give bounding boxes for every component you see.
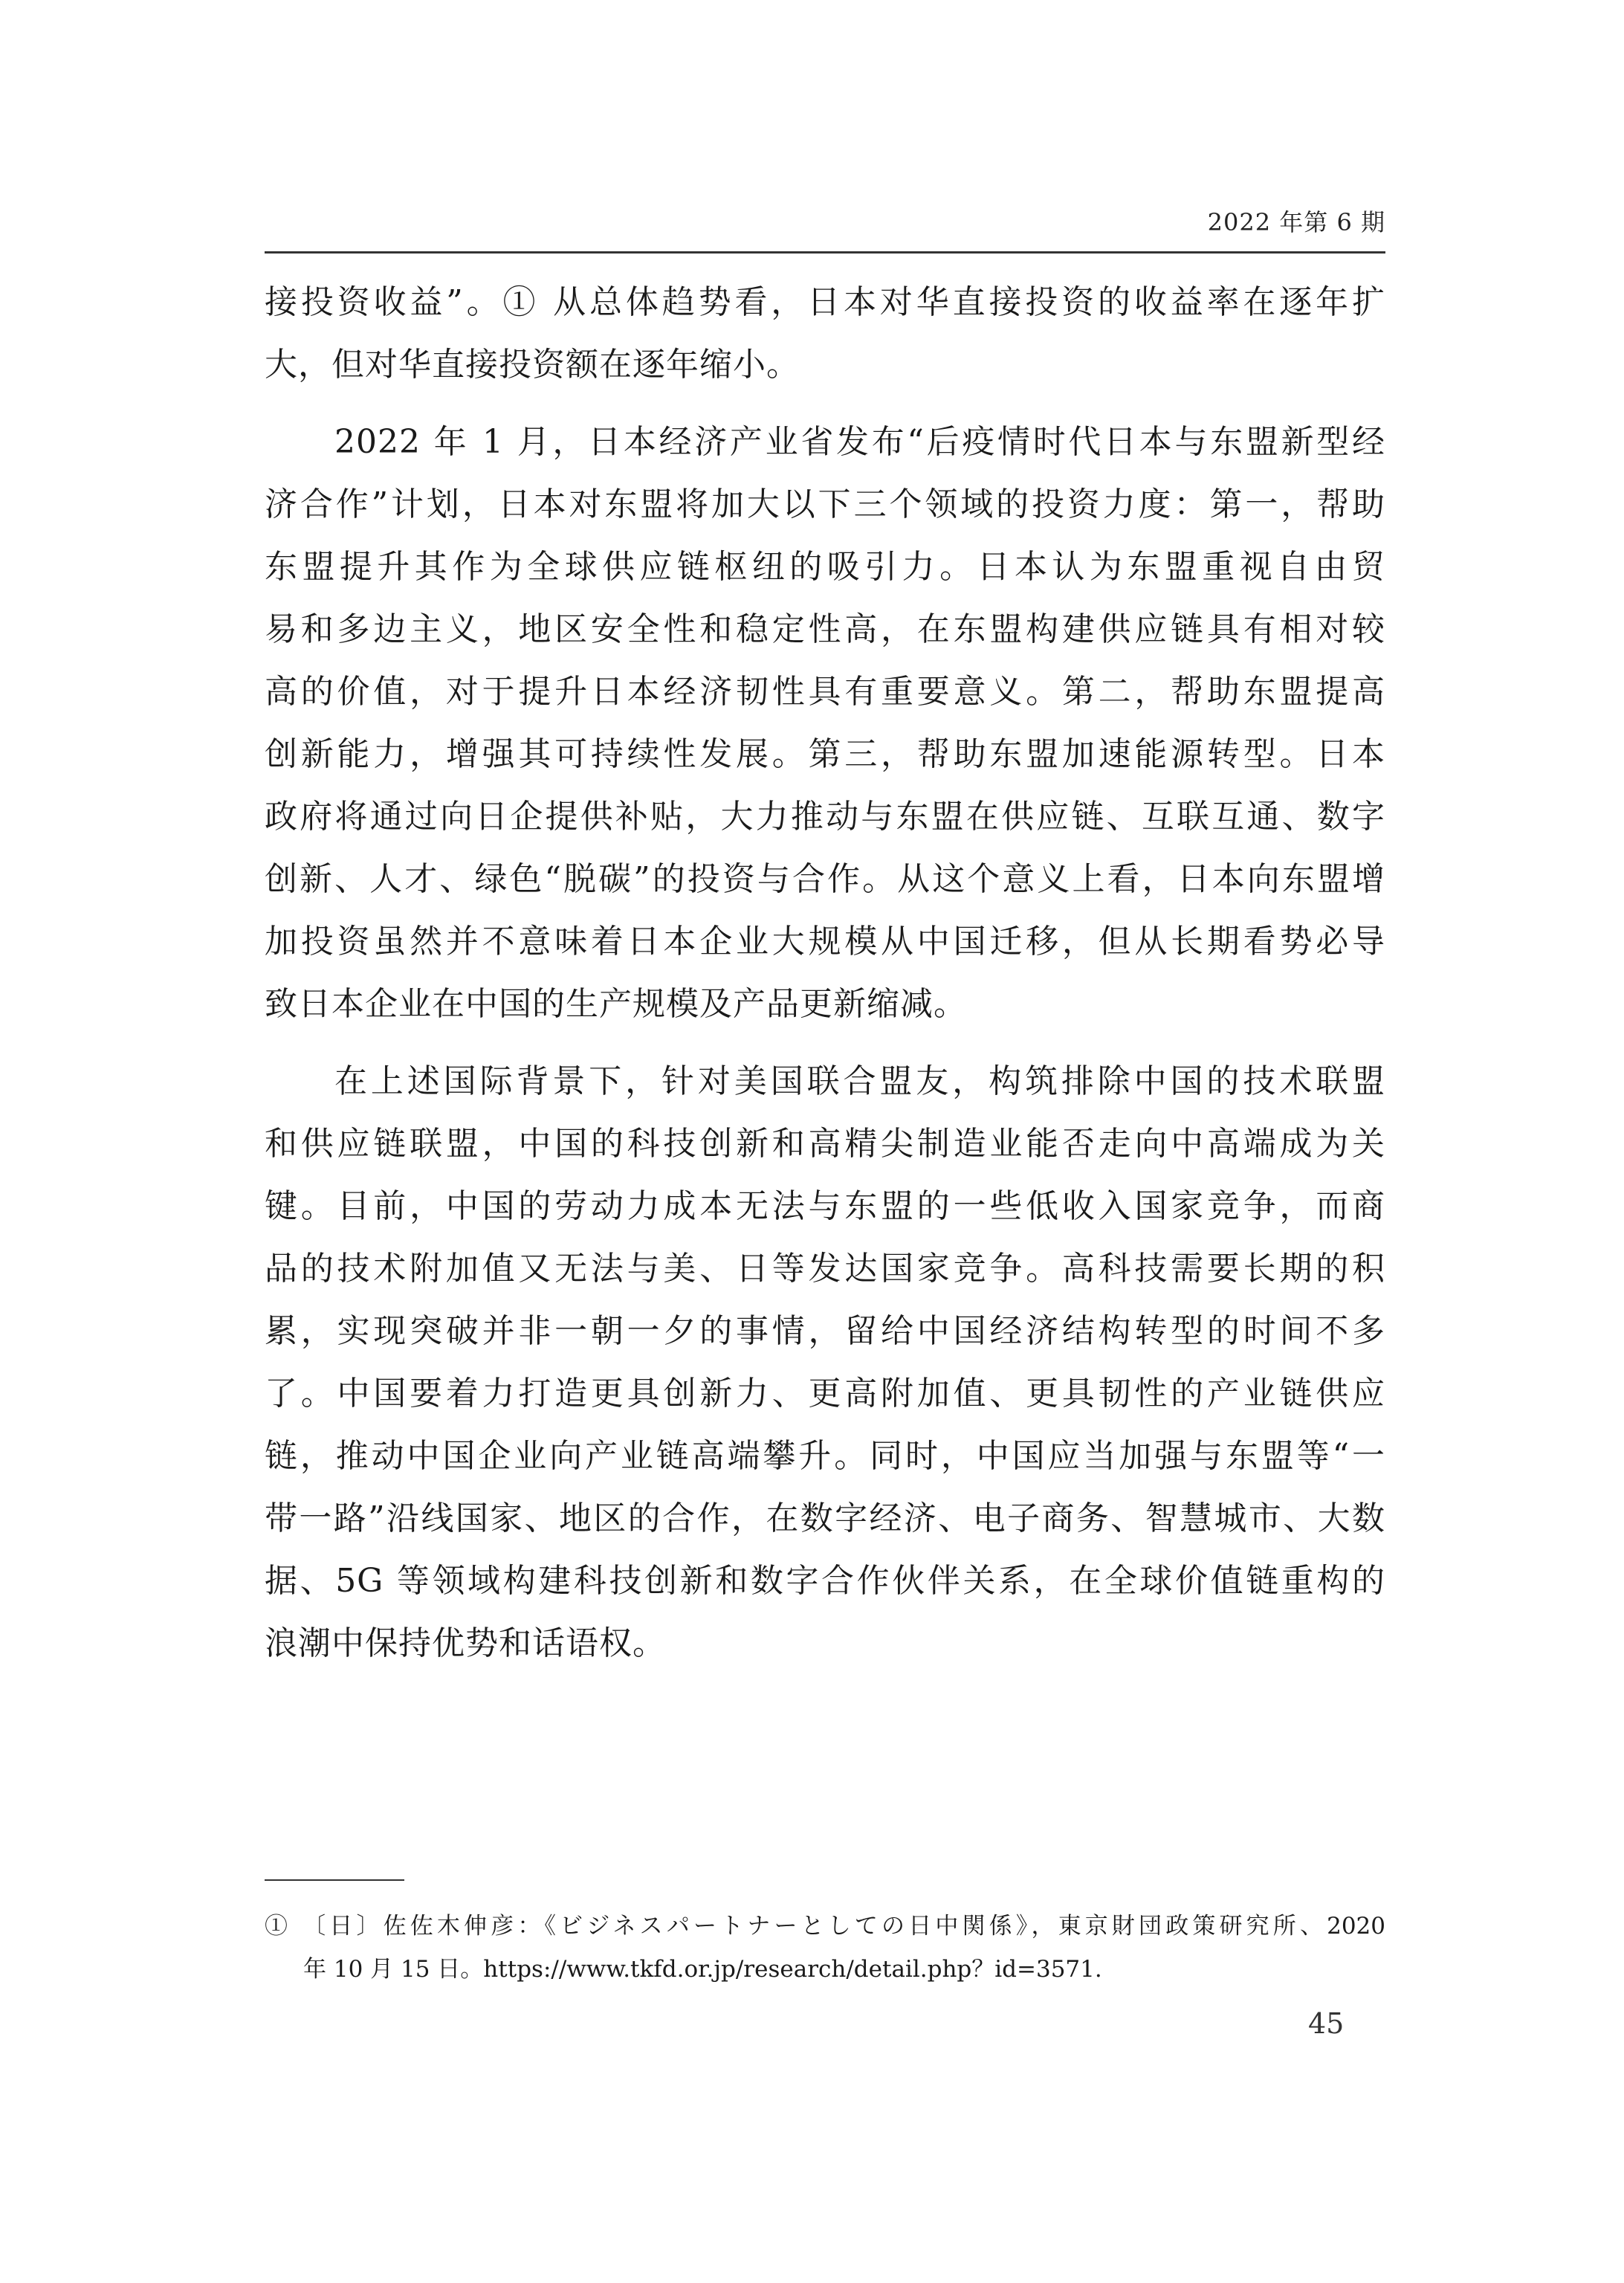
text-line: 链，推动中国企业向产业链高端攀升。同时，中国应当加强与东盟等“一 [265, 1437, 1385, 1475]
footnote [265, 1905, 1385, 1991]
text-line: 据、5G 等领域构建科技创新和数字合作伙伴关系，在全球价值链重构的 [265, 1562, 1385, 1600]
text-line: 大，但对华直接投资额在逐年缩小。 [265, 346, 800, 384]
text-line: 东盟提升其作为全球供应链枢纽的吸引力。日本认为东盟重视自由贸 [265, 548, 1385, 586]
text-line: 带一路”沿线国家、地区的合作，在数字经济、电子商务、智慧城市、大数 [265, 1499, 1385, 1537]
footnote-line: 年 10 月 15 日。https://www.tkfd.or.jp/research/detail.php？id=3571. [303, 1956, 1102, 1983]
text-line: 致日本企业在中国的生产规模及产品更新缩减。 [265, 985, 967, 1023]
footnote-line: ① 〔日〕佐佐木伸彦：《ビジネスパートナーとしての日中関係》，東京財団政策研究所、2020 [265, 1913, 1385, 1940]
text-line: 创新能力，增强其可持续性发展。第三，帮助东盟加速能源转型。日本 [265, 735, 1385, 773]
text-line: 高的价值，对于提升日本经济韧性具有重要意义。第二，帮助东盟提高 [265, 673, 1385, 711]
text-line: 政府将通过向日企提供补贴，大力推动与东盟在供应链、互联互通、数字 [265, 798, 1385, 836]
text-line: 了。中国要着力打造更具创新力、更高附加值、更具韧性的产业链供应 [265, 1375, 1385, 1412]
paragraph [265, 411, 1385, 1036]
text-line: 浪潮中保持优势和话语权。 [265, 1624, 666, 1662]
text-line: 易和多边主义，地区安全性和稳定性高，在东盟构建供应链具有相对较 [265, 610, 1385, 648]
text-line: 2022 年 1 月，日本经济产业省发布“后疫情时代日本与东盟新型经 [334, 423, 1385, 461]
text-line: 累，实现突破并非一朝一夕的事情，留给中国经济结构转型的时间不多 [265, 1312, 1385, 1350]
text-line: 济合作”计划，日本对东盟将加大以下三个领域的投资力度：第一，帮助 [265, 485, 1385, 523]
text-line: 加投资虽然并不意味着日本企业大规模从中国迁移，但从长期看势必导 [265, 923, 1385, 960]
page-number: 45 [1308, 2007, 1345, 2040]
paragraph [265, 271, 1385, 396]
text-line: 和供应链联盟，中国的科技创新和高精尖制造业能否走向中高端成为关 [265, 1125, 1385, 1163]
text-line: 创新、人才、绿色“脱碳”的投资与合作。从这个意义上看，日本向东盟增 [265, 860, 1385, 898]
text-line: 品的技术附加值又无法与美、日等发达国家竞争。高科技需要长期的积 [265, 1250, 1385, 1288]
text-line: 接投资收益”。① 从总体趋势看，日本对华直接投资的收益率在逐年扩 [265, 283, 1385, 321]
running-header [265, 199, 1385, 254]
text-line: 键。目前，中国的劳动力成本无法与东盟的一些低收入国家竞争，而商 [265, 1187, 1385, 1225]
issue-label: 2022 年第 6 期 [1207, 208, 1385, 236]
paragraph [265, 1050, 1385, 1675]
text-line: 在上述国际背景下，针对美国联合盟友，构筑排除中国的技术联盟 [334, 1062, 1385, 1100]
article-body [265, 271, 1385, 1675]
footnote-divider [265, 1879, 404, 1881]
